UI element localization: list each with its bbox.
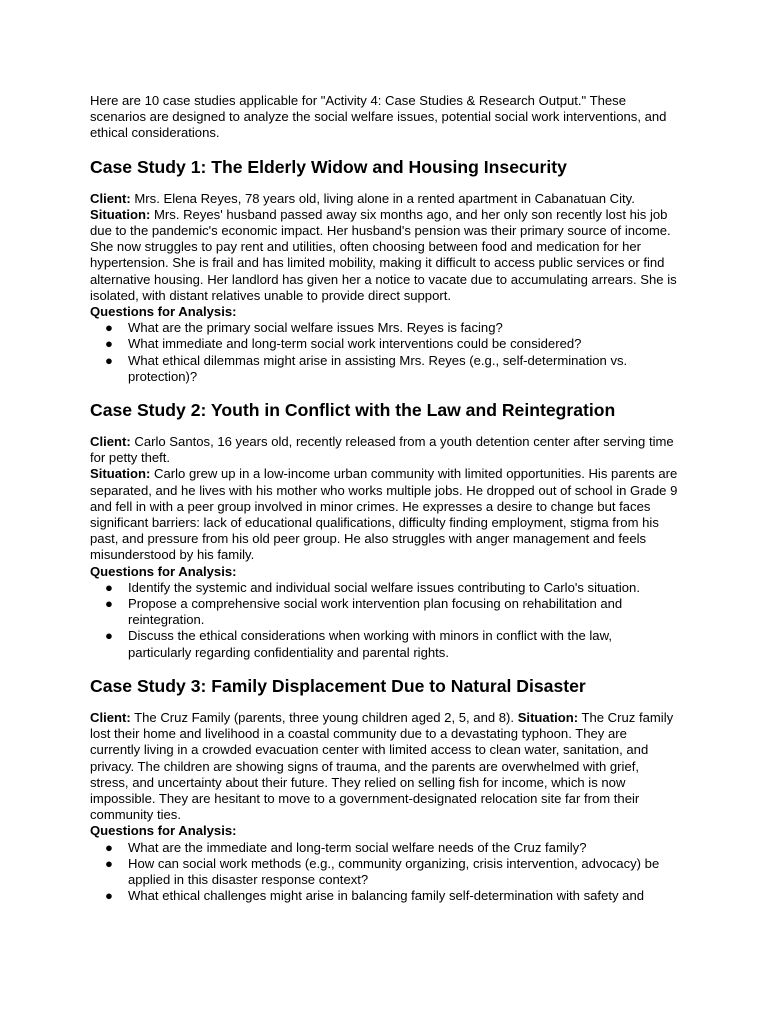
question-text: How can social work methods (e.g., community organizing, crisis intervention, advocacy) be applied in this disaster response context? bbox=[128, 855, 660, 887]
client-label: Client: bbox=[90, 190, 131, 206]
situation-label: Situation: bbox=[517, 709, 579, 725]
client-line bbox=[90, 191, 678, 207]
question-text: What are the immediate and long-term social welfare needs of the Cruz family? bbox=[128, 839, 587, 855]
questions-list bbox=[90, 580, 678, 661]
bullet-icon: ● bbox=[105, 839, 113, 855]
case-title: Case Study 3: Family Displacement Due to Natural Disaster bbox=[90, 675, 586, 696]
questions-list bbox=[90, 320, 678, 385]
client-text: Carlo Santos, 16 years old, recently released from a youth detention center after serving time for petty theft. bbox=[90, 434, 674, 466]
bullet-icon: ● bbox=[105, 352, 113, 368]
situation-label: Situation: bbox=[90, 206, 151, 222]
question-text: Discuss the ethical considerations when working with minors in conflict with the law, particularly regarding confidentiality and parental rights. bbox=[128, 628, 612, 660]
bullet-icon: ● bbox=[105, 628, 113, 644]
case-study-1 bbox=[90, 156, 678, 385]
case-study-3 bbox=[90, 675, 678, 904]
situation-text: Carlo grew up in a low-income urban community with limited opportunities. His parents are separated, and he lives with his mother who works multiple jobs. He dropped out of school in Grade 9 and fell in with a peer group involved in minor crimes. He expresses a desire to change but faces significant barriers: lack of educational qualifications, difficulty finding employment, stigma from his past, and pressure from his old peer group. He also struggles with anger management and feels misunderstood by his family. bbox=[90, 466, 678, 563]
client-line bbox=[90, 434, 678, 466]
bullet-icon: ● bbox=[105, 336, 113, 352]
client-label: Client: bbox=[90, 709, 131, 725]
bullet-icon: ● bbox=[105, 855, 113, 871]
question-text: Propose a comprehensive social work intervention plan focusing on rehabilitation and reintegration. bbox=[128, 596, 623, 628]
bullet-icon: ● bbox=[105, 596, 113, 612]
client-label: Client: bbox=[90, 434, 131, 450]
list-item bbox=[90, 580, 678, 596]
client-text: Mrs. Elena Reyes, 78 years old, living alone in a rented apartment in Cabanatuan City. bbox=[134, 190, 635, 206]
bullet-icon: ● bbox=[105, 888, 113, 904]
list-item bbox=[90, 320, 678, 336]
situation-label: Situation: bbox=[90, 466, 151, 482]
questions-list bbox=[90, 840, 678, 905]
question-text: What ethical challenges might arise in balancing family self-determination with safety and bbox=[128, 888, 645, 904]
case-study-2 bbox=[90, 399, 678, 661]
list-item bbox=[90, 888, 678, 904]
client-text: The Cruz Family (parents, three young children aged 2, 5, and 8). bbox=[134, 709, 515, 725]
question-text: What immediate and long-term social work interventions could be considered? bbox=[128, 336, 582, 352]
question-text: Identify the systemic and individual social welfare issues contributing to Carlo's situation. bbox=[128, 579, 640, 595]
situation-paragraph bbox=[90, 207, 678, 304]
client-situation-paragraph bbox=[90, 710, 678, 823]
case-title: Case Study 1: The Elderly Widow and Housing Insecurity bbox=[90, 156, 567, 177]
questions-heading: Questions for Analysis: bbox=[90, 304, 237, 320]
list-item bbox=[90, 856, 678, 888]
list-item bbox=[90, 353, 678, 385]
situation-paragraph bbox=[90, 466, 678, 563]
questions-heading: Questions for Analysis: bbox=[90, 823, 237, 839]
situation-text: The Cruz family lost their home and livelihood in a coastal community due to a devastating typhoon. They are currently living in a crowded evacuation center with limited access to clean water, sanitation, and privacy. The children are showing signs of trauma, and the parents are overwhelmed with grief, stress, and uncertainty about their future. They relied on selling fish for income, which is now impossible. They are hesitant to move to a government-designated relocation site far from their community ties. bbox=[90, 709, 674, 823]
list-item bbox=[90, 596, 678, 628]
intro-paragraph: Here are 10 case studies applicable for "Activity 4: Case Studies & Research Output." These scenarios are designed to analyze the social welfare issues, potential social work interventions, and ethical considerations. bbox=[90, 93, 667, 141]
list-item bbox=[90, 628, 678, 660]
question-text: What are the primary social welfare issues Mrs. Reyes is facing? bbox=[128, 320, 503, 336]
list-item bbox=[90, 336, 678, 352]
questions-heading: Questions for Analysis: bbox=[90, 563, 237, 579]
list-item bbox=[90, 840, 678, 856]
situation-text: Mrs. Reyes' husband passed away six months ago, and her only son recently lost his job due to the pandemic's economic impact. Her husband's pension was their primary source of income. She now struggles to pay rent and utilities, often choosing between food and medication for her hypertension. She is frail and has limited mobility, making it difficult to access public services or find alternative housing. Her landlord has given her a notice to vacate due to accumulating arrears. She is isolated, with distant relatives unable to provide direct support. bbox=[90, 206, 677, 303]
case-title: Case Study 2: Youth in Conflict with the Law and Reintegration bbox=[90, 400, 616, 421]
bullet-icon: ● bbox=[105, 320, 113, 336]
question-text: What ethical dilemmas might arise in assisting Mrs. Reyes (e.g., self-determination vs. protection)? bbox=[128, 352, 628, 384]
bullet-icon: ● bbox=[105, 579, 113, 595]
